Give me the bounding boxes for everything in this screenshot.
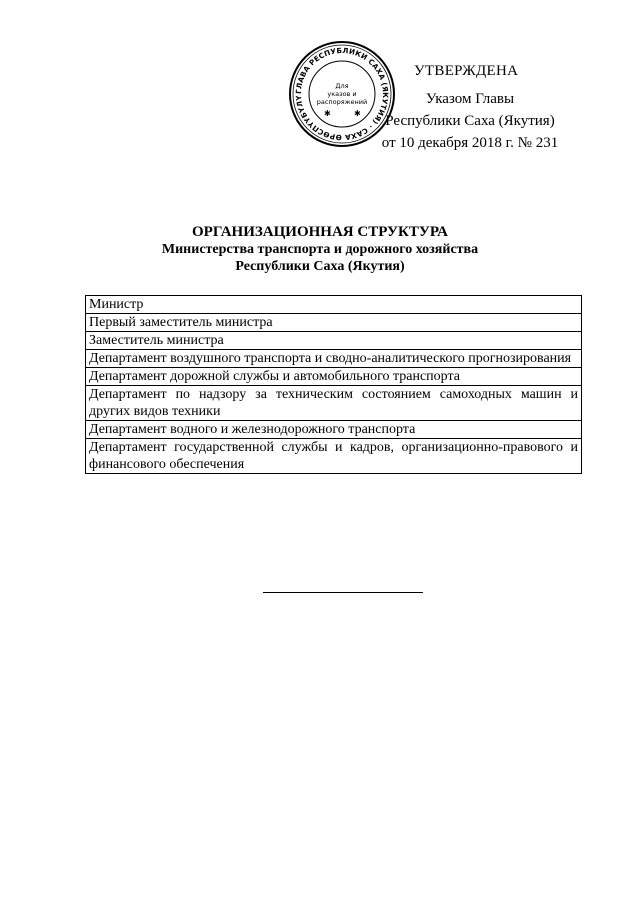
table-row	[86, 439, 582, 474]
table-row	[86, 314, 582, 332]
table-row	[86, 332, 582, 350]
table-row	[86, 350, 582, 368]
structure-table	[85, 295, 582, 474]
structure-unit: Первый заместитель министра	[86, 314, 582, 332]
table-row	[86, 368, 582, 386]
stamp-center-line1: Для	[335, 82, 349, 90]
table-row	[86, 386, 582, 421]
structure-unit: Заместитель министра	[86, 332, 582, 350]
decree-line-2: Республики Саха (Якутия)	[385, 113, 555, 129]
table-row	[86, 421, 582, 439]
structure-unit: Департамент воздушного транспорта и сводно-аналитического прогнозирования	[86, 350, 582, 368]
structure-unit: Департамент водного и железнодорожного транспорта	[86, 421, 582, 439]
document-heading	[60, 224, 580, 275]
decree-line-3: от 10 декабря 2018 г. № 231	[381, 135, 559, 151]
stamp-star-icon: ✱	[324, 109, 331, 118]
stamp-star-icon: ✱	[354, 109, 361, 118]
structure-unit: Министр	[86, 296, 582, 314]
document-subtitle-line-1: Министерства транспорта и дорожного хозяйства	[161, 242, 479, 257]
document-title: ОРГАНИЗАЦИОННАЯ СТРУКТУРА	[191, 224, 448, 240]
structure-unit: Департамент государственной службы и кадров, организационно-правового и финансового обеспечения	[86, 439, 582, 474]
stamp-center-line2: указов и	[327, 90, 357, 98]
decree-reference	[370, 88, 570, 154]
stamp-center-line3: распоряжений	[316, 98, 368, 106]
closing-divider	[263, 592, 423, 593]
structure-unit: Департамент дорожной службы и автомобильного транспорта	[86, 368, 582, 386]
approved-label: УТВЕРЖДЕНА	[414, 63, 519, 79]
stamp-ring-text: ГЛАВА РЕСПУБЛИКИ САХА (ЯКУТИЯ) · САХА ӨРӨСПҮҮБҮЛҮ	[293, 45, 391, 143]
decree-line-1: Указом Главы	[425, 91, 515, 107]
document-subtitle-line-2: Республики Саха (Якутия)	[235, 259, 405, 274]
structure-unit: Департамент по надзору за техническим состоянием самоходных машин и других видов техники	[86, 386, 582, 421]
table-row	[86, 296, 582, 314]
